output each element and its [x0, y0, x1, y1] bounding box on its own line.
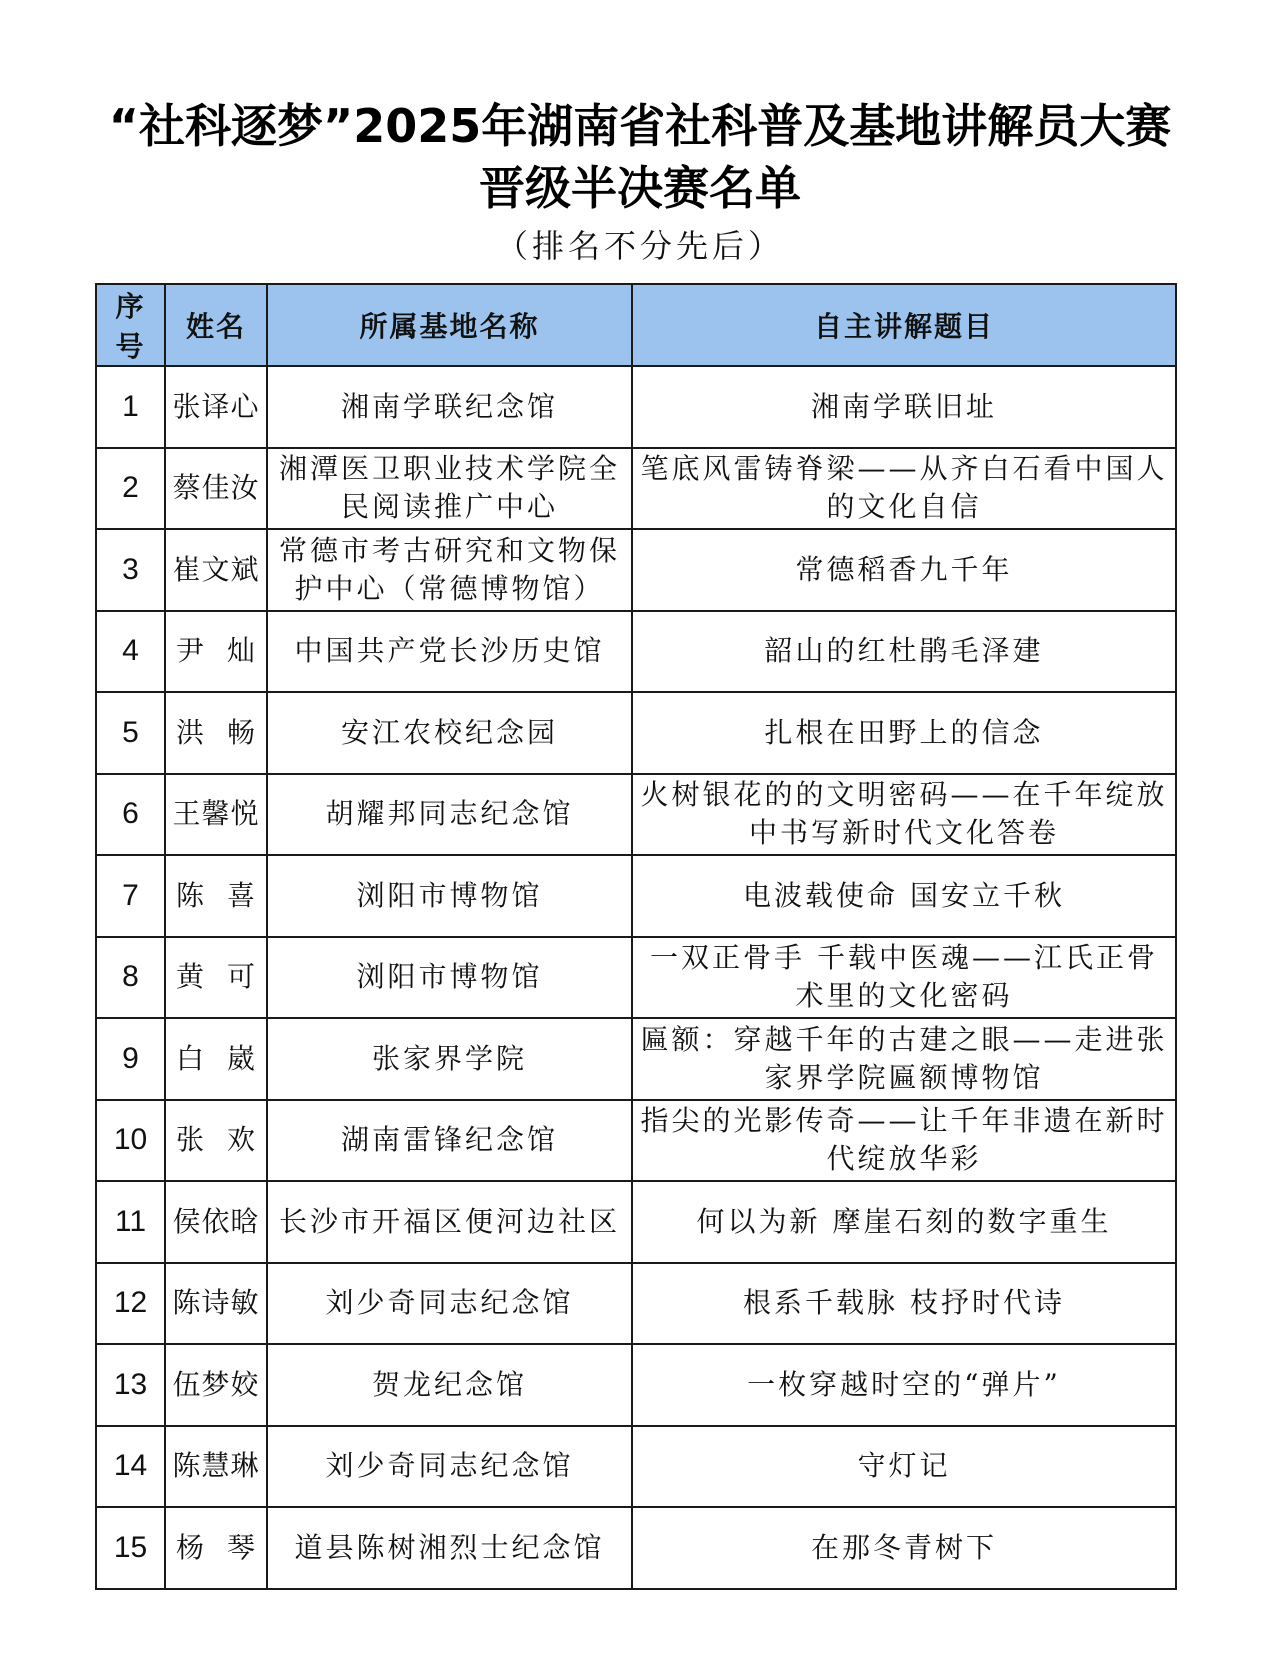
- base-name: 浏阳市博物馆: [267, 937, 632, 1019]
- document-title-line1: “社科逐梦”2025年湖南省社科普及基地讲解员大赛: [108, 99, 1172, 153]
- table-row: [96, 366, 1176, 448]
- base-name: 常德市考古研究和文物保护中心（常德博物馆）: [267, 529, 632, 611]
- row-number: 9: [96, 1018, 165, 1100]
- base-name: 长沙市开福区便河边社区: [267, 1181, 632, 1263]
- contestant-name: 崔文斌: [165, 529, 267, 611]
- contestant-name-part: 尹: [176, 634, 206, 668]
- contestant-name-part: 可: [226, 960, 256, 994]
- base-name: 浏阳市博物馆: [267, 855, 632, 937]
- contestant-name: 蔡佳汝: [165, 448, 267, 530]
- lecture-topic: 守灯记: [632, 1426, 1176, 1508]
- row-number: 3: [96, 529, 165, 611]
- table-row: [96, 1018, 1176, 1100]
- contestant-name-part: 畅: [226, 715, 256, 749]
- header-name: 姓名: [165, 284, 267, 366]
- table-row: [96, 1181, 1176, 1263]
- table-row: [96, 1100, 1176, 1182]
- row-number: 8: [96, 937, 165, 1019]
- contestant-name: 侯依晗: [165, 1181, 267, 1263]
- contestant-name: [165, 1018, 267, 1100]
- table-row: [96, 611, 1176, 693]
- document-title-line2: 晋级半决赛名单: [479, 161, 801, 215]
- table-row: [96, 692, 1176, 774]
- table-row: [96, 1344, 1176, 1426]
- base-name: 贺龙纪念馆: [267, 1344, 632, 1426]
- lecture-topic: 一双正骨手 千载中医魂——江氏正骨术里的文化密码: [632, 937, 1176, 1019]
- row-number: 5: [96, 692, 165, 774]
- lecture-topic: 扎根在田野上的信念: [632, 692, 1176, 774]
- row-number: 2: [96, 448, 165, 530]
- lecture-topic: 匾额：穿越千年的古建之眼——走进张家界学院匾额博物馆: [632, 1018, 1176, 1100]
- contestant-name: 陈慧琳: [165, 1426, 267, 1508]
- base-name: 胡耀邦同志纪念馆: [267, 774, 632, 856]
- contestant-name: 陈诗敏: [165, 1263, 267, 1345]
- row-number: 15: [96, 1507, 165, 1589]
- contestant-name-spread: [170, 1529, 262, 1567]
- contestant-name-spread: [170, 877, 262, 915]
- row-number: 12: [96, 1263, 165, 1345]
- document-subtitle: （排名不分先后）: [495, 227, 784, 265]
- base-name: 张家界学院: [267, 1018, 632, 1100]
- lecture-topic: 根系千载脉 枝抒时代诗: [632, 1263, 1176, 1345]
- lecture-topic: 电波载使命 国安立千秋: [632, 855, 1176, 937]
- table-row: [96, 1507, 1176, 1589]
- header-base: 所属基地名称: [267, 284, 632, 366]
- base-name: 道县陈树湘烈士纪念馆: [267, 1507, 632, 1589]
- row-number: 1: [96, 366, 165, 448]
- lecture-topic: 指尖的光影传奇——让千年非遗在新时代绽放华彩: [632, 1100, 1176, 1182]
- lecture-topic: 常德稻香九千年: [632, 529, 1176, 611]
- base-name: 刘少奇同志纪念馆: [267, 1426, 632, 1508]
- contestant-name-part: 喜: [226, 878, 256, 912]
- header-topic: 自主讲解题目: [632, 284, 1176, 366]
- contestant-name-spread: [170, 1040, 262, 1078]
- contestant-name-part: 欢: [226, 1123, 256, 1157]
- header-no: 序号: [96, 284, 165, 366]
- base-name: 中国共产党长沙历史馆: [267, 611, 632, 693]
- contestant-name-spread: [170, 958, 262, 996]
- contestant-table: [95, 283, 1177, 1590]
- contestant-name: [165, 937, 267, 1019]
- table-row: [96, 774, 1176, 856]
- row-number: 6: [96, 774, 165, 856]
- base-name: 安江农校纪念园: [267, 692, 632, 774]
- row-number: 7: [96, 855, 165, 937]
- contestant-name-spread: [170, 632, 262, 670]
- contestant-name-part: 张: [176, 1123, 206, 1157]
- row-number: 11: [96, 1181, 165, 1263]
- row-number: 13: [96, 1344, 165, 1426]
- contestant-name-part: 白: [176, 1041, 206, 1075]
- contestant-name: [165, 855, 267, 937]
- table-row: [96, 855, 1176, 937]
- contestant-name-part: 灿: [226, 634, 256, 668]
- contestant-name: [165, 1507, 267, 1589]
- table-row: [96, 937, 1176, 1019]
- contestant-name: [165, 611, 267, 693]
- contestant-name-part: 崴: [226, 1041, 256, 1075]
- contestant-name: [165, 692, 267, 774]
- base-name: 湖南雷锋纪念馆: [267, 1100, 632, 1182]
- contestant-name-spread: [170, 1121, 262, 1159]
- row-number: 14: [96, 1426, 165, 1508]
- contestant-name-spread: [170, 714, 262, 752]
- lecture-topic: 一枚穿越时空的“弹片”: [632, 1344, 1176, 1426]
- table-row: [96, 1426, 1176, 1508]
- lecture-topic: 何以为新 摩崖石刻的数字重生: [632, 1181, 1176, 1263]
- contestant-name-part: 洪: [176, 715, 206, 749]
- row-number: 10: [96, 1100, 165, 1182]
- lecture-topic: 湘南学联旧址: [632, 366, 1176, 448]
- table-body: [96, 366, 1176, 1589]
- contestant-name-part: 黄: [176, 960, 206, 994]
- contestant-name-part: 琴: [226, 1530, 256, 1564]
- lecture-topic: 韶山的红杜鹃毛泽建: [632, 611, 1176, 693]
- lecture-topic: 在那冬青树下: [632, 1507, 1176, 1589]
- contestant-name-part: 杨: [176, 1530, 206, 1564]
- table-row: [96, 448, 1176, 530]
- contestant-name: 伍梦姣: [165, 1344, 267, 1426]
- base-name: 湘南学联纪念馆: [267, 366, 632, 448]
- lecture-topic: 笔底风雷铸脊梁——从齐白石看中国人的文化自信: [632, 448, 1176, 530]
- row-number: 4: [96, 611, 165, 693]
- contestant-name: [165, 1100, 267, 1182]
- lecture-topic: 火树银花的的文明密码——在千年绽放中书写新时代文化答卷: [632, 774, 1176, 856]
- contestant-name: 王馨悦: [165, 774, 267, 856]
- base-name: 湘潭医卫职业技术学院全民阅读推广中心: [267, 448, 632, 530]
- table-row: [96, 529, 1176, 611]
- table-header-row: [96, 284, 1176, 366]
- contestant-name-part: 陈: [176, 878, 206, 912]
- contestant-name: 张译心: [165, 366, 267, 448]
- table-row: [96, 1263, 1176, 1345]
- base-name: 刘少奇同志纪念馆: [267, 1263, 632, 1345]
